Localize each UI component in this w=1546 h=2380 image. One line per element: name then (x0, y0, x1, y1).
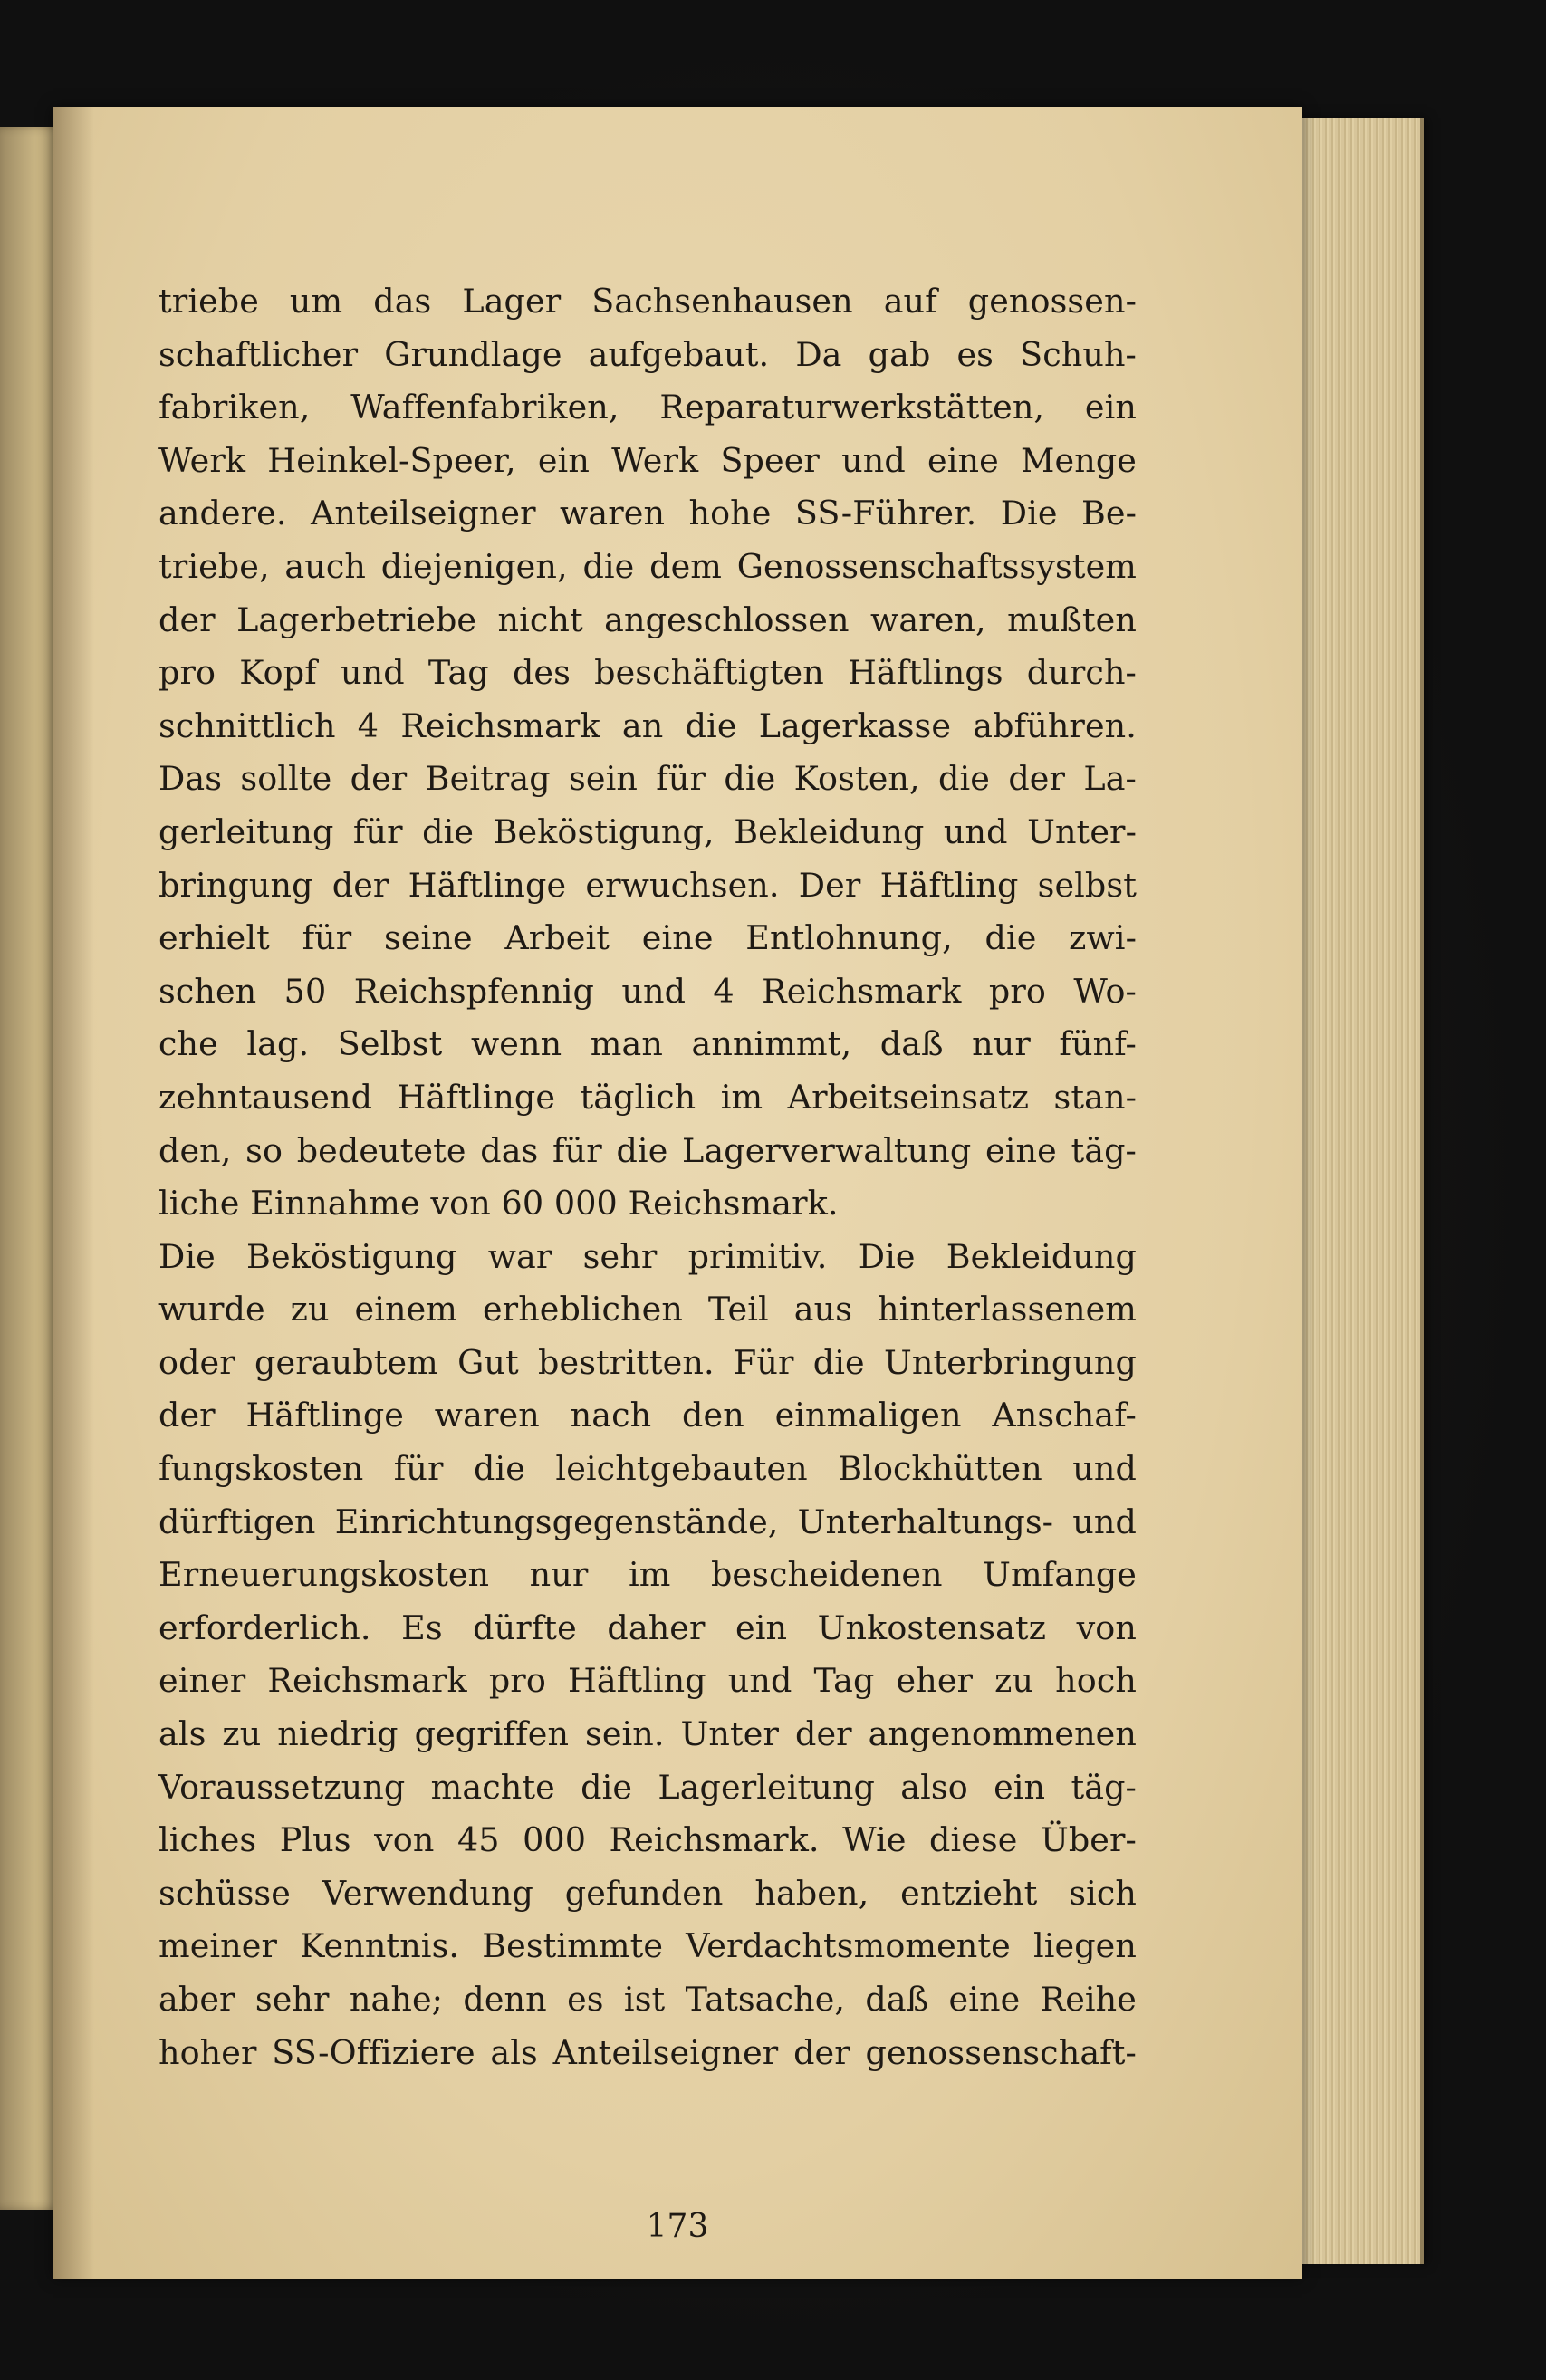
text-line: schaftlicher Grundlage aufgebaut. Da gab es Schuh- (158, 334, 1137, 374)
text-line: dürftigen Einrichtungsgegenstände, Unterhaltungs- und (158, 1502, 1137, 1541)
text-line: che lag. Selbst wenn man annimmt, daß nur fünf- (158, 1024, 1137, 1064)
text-line: einer Reichsmark pro Häftling und Tag eher zu hoch (158, 1661, 1137, 1701)
text-line: triebe um das Lager Sachsenhausen auf genossen- (158, 282, 1137, 321)
text-line: der Lagerbetriebe nicht angeschlossen waren, mußten (158, 600, 1137, 639)
page-number: 173 (646, 2208, 709, 2245)
text-line: Das sollte der Beitrag sein für die Kosten, die der La- (158, 759, 1137, 799)
text-line: erforderlich. Es dürfte daher ein Unkostensatz von (158, 1607, 1137, 1647)
text-line: wurde zu einem erheblichen Teil aus hinterlassenem (158, 1290, 1137, 1329)
text-line: andere. Anteilseigner waren hohe SS-Führer. Die Be- (158, 494, 1137, 533)
text-line: liche Einnahme von 60 000 Reichsmark. (158, 1184, 839, 1224)
text-line: der Häftlinge waren nach den einmaligen Anschaf- (158, 1396, 1137, 1435)
text-line: erhielt für seine Arbeit eine Entlohnung, die zwi- (158, 918, 1137, 958)
body-text (158, 275, 1137, 2079)
text-line: zehntausend Häftlinge täglich im Arbeitseinsatz stan- (158, 1077, 1137, 1117)
text-line: Erneuerungskosten nur im bescheidenen Umfange (158, 1555, 1137, 1595)
text-line: Die Beköstigung war sehr primitiv. Die Bekleidung (158, 1236, 1137, 1276)
text-line: schüsse Verwendung gefunden haben, entzieht sich (158, 1873, 1137, 1913)
text-line: fabriken, Waffenfabriken, Reparaturwerkstätten, ein (158, 388, 1137, 427)
book-page (53, 107, 1302, 2279)
text-line: Voraussetzung machte die Lagerleitung also ein täg- (158, 1767, 1137, 1807)
text-line: oder geraubtem Gut bestritten. Für die Unterbringung (158, 1342, 1137, 1382)
page-stack-edge (1284, 118, 1424, 2264)
text-line: aber sehr nahe; denn es ist Tatsache, daß eine Reihe (158, 1980, 1137, 2019)
text-line: pro Kopf und Tag des beschäftigten Häftlings durch- (158, 653, 1137, 693)
text-line: gerleitung für die Beköstigung, Bekleidung und Unter- (158, 811, 1137, 851)
text-line: fungskosten für die leichtgebauten Blockhütten und (158, 1449, 1137, 1489)
text-line: triebe, auch diejenigen, die dem Genossenschaftssystem (158, 546, 1137, 586)
gutter-shadow (53, 107, 94, 2279)
text-line: meiner Kenntnis. Bestimmte Verdachtsmomente liegen (158, 1926, 1137, 1966)
text-line: Werk Heinkel-Speer, ein Werk Speer und eine Menge (158, 440, 1137, 480)
text-line: schnittlich 4 Reichsmark an die Lagerkasse abführen. (158, 705, 1137, 745)
text-line: als zu niedrig gegriffen sein. Unter der angenommenen (158, 1714, 1137, 1754)
text-line: bringung der Häftlinge erwuchsen. Der Häftling selbst (158, 865, 1137, 905)
text-line: hoher SS-Offiziere als Anteilseigner der genossenschaft- (158, 2032, 1137, 2072)
text-line: liches Plus von 45 000 Reichsmark. Wie diese Über- (158, 1820, 1137, 1860)
text-line: den, so bedeutete das für die Lagerverwaltung eine täg- (158, 1130, 1137, 1170)
text-line: schen 50 Reichspfennig und 4 Reichsmark pro Wo- (158, 971, 1137, 1011)
